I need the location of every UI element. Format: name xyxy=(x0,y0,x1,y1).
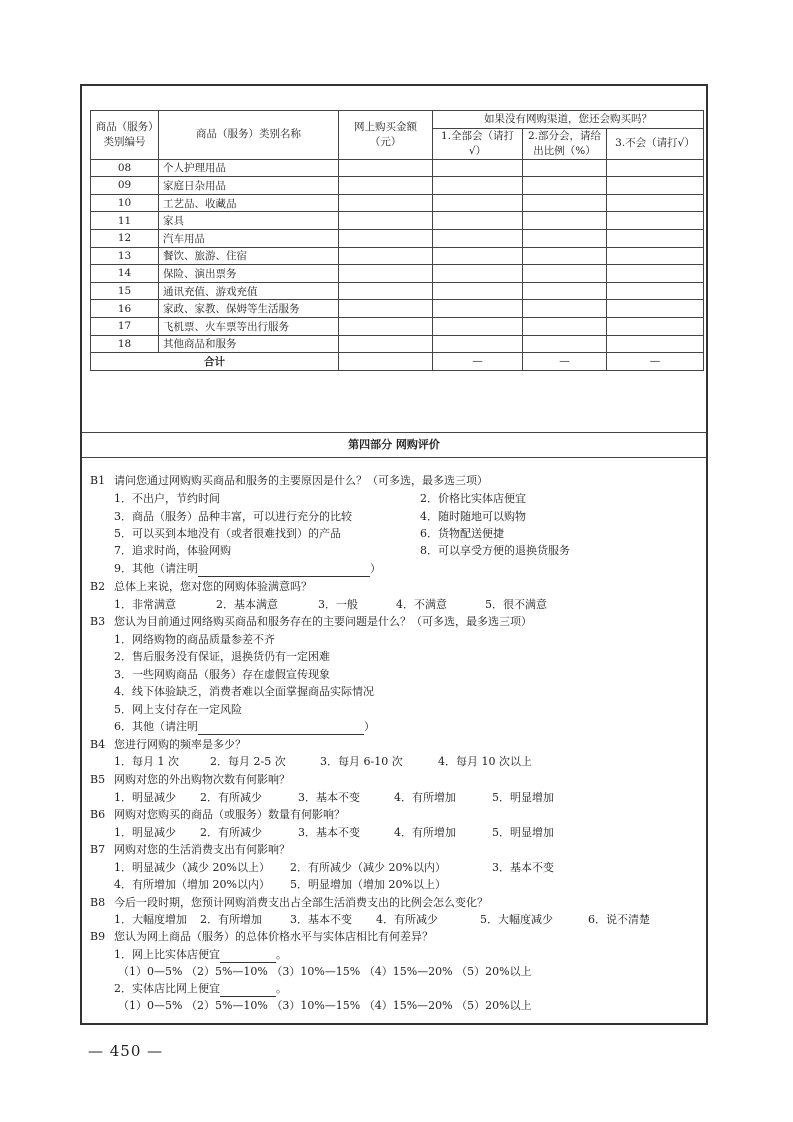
b6-option[interactable]: 4．有所增加 xyxy=(394,826,456,839)
category-code: 13 xyxy=(91,247,159,265)
category-code: 12 xyxy=(91,229,159,247)
question-b5-text: 网购对您的外出购物次数有何影响？ xyxy=(114,773,290,786)
section-title: 第四部分 网购评价 xyxy=(82,432,706,458)
category-code: 15 xyxy=(91,282,159,300)
question-no-b1: B1 xyxy=(90,474,106,487)
opt1-cell[interactable] xyxy=(433,194,523,212)
b9-ranges-1: （1）0—5% （2）5%—10% （3）10%—15% （4）15%—20% （5）20%以上 xyxy=(118,965,532,978)
category-code: 16 xyxy=(91,300,159,318)
b3-option[interactable]: 2．售后服务没有保证，退换货仍有一定困难 xyxy=(114,650,330,663)
b5-option[interactable]: 1．明显减少 xyxy=(114,791,176,804)
opt3-cell[interactable] xyxy=(607,335,704,353)
opt2-cell[interactable] xyxy=(523,300,607,318)
b1-option[interactable]: 6．货物配送便捷 xyxy=(420,527,504,540)
question-b4-text: 您进行网购的频率是多少？ xyxy=(114,738,246,751)
purchase-table xyxy=(90,110,704,371)
amount-cell[interactable] xyxy=(339,194,433,212)
b7-option[interactable]: 1．明显减少（减少 20%以上） xyxy=(114,861,270,874)
table-row xyxy=(91,212,704,230)
category-name: 家具 xyxy=(159,212,339,230)
header-opt2: 2.部分会，请给出比例（%） xyxy=(523,128,607,159)
b7-option[interactable]: 2．有所减少（减少 20%以内） xyxy=(290,861,446,874)
amount-cell[interactable] xyxy=(339,265,433,283)
opt3-cell[interactable] xyxy=(607,194,704,212)
opt2-cell[interactable] xyxy=(523,247,607,265)
category-name: 个人护理用品 xyxy=(159,159,339,177)
opt1-cell[interactable] xyxy=(433,177,523,195)
b9-sub1[interactable] xyxy=(114,947,287,963)
b5-option[interactable]: 4．有所增加 xyxy=(394,791,456,804)
b3-option[interactable]: 1．网络购物的商品质量参差不齐 xyxy=(114,633,275,646)
b1-option[interactable]: 1．不出户，节约时间 xyxy=(114,492,220,505)
header-opt1: 1.全部会（请打√） xyxy=(433,128,523,159)
b9-sub1-blank[interactable] xyxy=(220,950,276,963)
opt1-cell[interactable] xyxy=(433,317,523,335)
b9-sub2[interactable] xyxy=(114,981,287,997)
page-number: — 450 — xyxy=(88,1042,164,1060)
b9-sub2-period: 。 xyxy=(276,982,287,995)
b1-option[interactable]: 5．可以买到本地没有（或者很难找到）的产品 xyxy=(114,527,341,540)
category-name: 家政、家教、保姆等生活服务 xyxy=(159,300,339,318)
b9-sub2-label: 2．实体店比网上便宜 xyxy=(114,982,220,995)
question-b3-text: 您认为目前通过网络购买商品和服务存在的主要问题是什么？（可多选，最多选三项） xyxy=(114,615,532,628)
question-no-b8: B8 xyxy=(90,896,106,909)
category-code: 14 xyxy=(91,265,159,283)
amount-cell[interactable] xyxy=(339,300,433,318)
amount-cell[interactable] xyxy=(339,282,433,300)
b4-option[interactable]: 3．每月 6-10 次 xyxy=(320,755,403,768)
total-dash-2: — xyxy=(523,353,607,371)
question-b8-text: 今后一段时期，您预计网购消费支出占全部生活消费支出的比例会怎么变化？ xyxy=(114,896,488,909)
opt1-cell[interactable] xyxy=(433,159,523,177)
amount-cell[interactable] xyxy=(339,177,433,195)
table-row xyxy=(91,229,704,247)
b2-option[interactable]: 5．很不满意 xyxy=(485,598,547,611)
opt3-cell[interactable] xyxy=(607,265,704,283)
category-name: 汽车用品 xyxy=(159,229,339,247)
category-name: 保险、演出票务 xyxy=(159,265,339,283)
amount-cell[interactable] xyxy=(339,247,433,265)
opt3-cell[interactable] xyxy=(607,159,704,177)
opt3-cell[interactable] xyxy=(607,317,704,335)
category-code: 17 xyxy=(91,317,159,335)
opt3-cell[interactable] xyxy=(607,229,704,247)
question-b6-text: 网购对您购买的商品（或服务）数量有何影响？ xyxy=(114,808,345,821)
b4-option[interactable]: 2．每月 2-5 次 xyxy=(210,755,286,768)
b9-sub1-label: 1．网上比实体店便宜 xyxy=(114,948,220,961)
opt1-cell[interactable] xyxy=(433,229,523,247)
b5-option[interactable]: 2．有所减少 xyxy=(200,791,262,804)
question-b2-text: 总体上来说，您对您的网购体验满意吗？ xyxy=(114,580,312,593)
b2-option[interactable]: 2．基本满意 xyxy=(216,598,278,611)
amount-cell[interactable] xyxy=(339,159,433,177)
opt3-cell[interactable] xyxy=(607,212,704,230)
b7-option[interactable]: 4．有所增加（增加 20%以内） xyxy=(114,878,270,891)
opt2-cell[interactable] xyxy=(523,282,607,300)
b8-option[interactable]: 5．大幅度减少 xyxy=(480,913,553,926)
total-amount-cell[interactable] xyxy=(339,353,433,371)
amount-cell[interactable] xyxy=(339,335,433,353)
opt2-cell[interactable] xyxy=(523,265,607,283)
amount-cell[interactable] xyxy=(339,212,433,230)
question-no-b7: B7 xyxy=(90,843,106,856)
category-name: 其他商品和服务 xyxy=(159,335,339,353)
opt2-cell[interactable] xyxy=(523,159,607,177)
b4-option[interactable]: 4．每月 10 次以上 xyxy=(438,755,532,768)
b3-option[interactable]: 4．线下体验缺乏，消费者难以全面掌握商品实际情况 xyxy=(114,685,374,698)
opt1-cell[interactable] xyxy=(433,247,523,265)
opt1-cell[interactable] xyxy=(433,300,523,318)
b6-option[interactable]: 2．有所减少 xyxy=(200,826,262,839)
b3-other-label: 6．其他（请注明 xyxy=(114,720,198,733)
b7-option[interactable]: 3．基本不变 xyxy=(492,861,554,874)
opt3-cell[interactable] xyxy=(607,177,704,195)
question-b7-text: 网购对您的生活消费支出有何影响？ xyxy=(114,843,290,856)
header-opt3: 3.不会（请打√） xyxy=(607,128,704,159)
question-no-b2: B2 xyxy=(90,580,106,593)
b3-other-close: ） xyxy=(364,720,375,733)
b2-option[interactable]: 1．非常满意 xyxy=(114,598,176,611)
b1-other-close: ） xyxy=(370,562,381,575)
table-row xyxy=(91,247,704,265)
category-code: 08 xyxy=(91,159,159,177)
amount-cell[interactable] xyxy=(339,317,433,335)
b8-option[interactable]: 4．有所减少 xyxy=(376,913,438,926)
table-row xyxy=(91,159,704,177)
category-name: 餐饮、旅游、住宿 xyxy=(159,247,339,265)
b1-option[interactable]: 7．追求时尚，体验网购 xyxy=(114,544,231,557)
opt2-cell[interactable] xyxy=(523,177,607,195)
b8-option[interactable]: 3．基本不变 xyxy=(290,913,352,926)
opt2-cell[interactable] xyxy=(523,317,607,335)
b9-ranges-2: （1）0—5% （2）5%—10% （3）10%—15% （4）15%—20% （5）20%以上 xyxy=(118,999,532,1012)
opt3-cell[interactable] xyxy=(607,247,704,265)
b6-option[interactable]: 5．明显增加 xyxy=(492,826,554,839)
b7-option[interactable]: 5．明显增加（增加 20%以上） xyxy=(290,878,446,891)
opt1-cell[interactable] xyxy=(433,335,523,353)
b1-option-other[interactable] xyxy=(114,561,381,577)
b8-option[interactable]: 6．说不清楚 xyxy=(588,913,650,926)
question-b1-text: 请问您通过网购购买商品和服务的主要原因是什么？（可多选，最多选三项） xyxy=(114,474,488,487)
question-no-b9: B9 xyxy=(90,930,106,943)
opt1-cell[interactable] xyxy=(433,212,523,230)
question-b9-text: 您认为网上商品（服务）的总体价格水平与实体店相比有何差异？ xyxy=(114,930,433,943)
b2-option[interactable]: 4．不满意 xyxy=(396,598,447,611)
opt1-cell[interactable] xyxy=(433,282,523,300)
category-name: 通讯充值、游戏充值 xyxy=(159,282,339,300)
total-dash-1: — xyxy=(433,353,523,371)
amount-cell[interactable] xyxy=(339,229,433,247)
opt1-cell[interactable] xyxy=(433,265,523,283)
opt3-cell[interactable] xyxy=(607,282,704,300)
b1-option[interactable]: 8．可以享受方便的退换货服务 xyxy=(420,544,570,557)
opt2-cell[interactable] xyxy=(523,335,607,353)
total-dash-3: — xyxy=(607,353,704,371)
b1-other-label: 9．其他（请注明 xyxy=(114,562,198,575)
b8-option[interactable]: 1．大幅度增加 xyxy=(114,913,187,926)
b6-option[interactable]: 1．明显减少 xyxy=(114,826,176,839)
opt2-cell[interactable] xyxy=(523,194,607,212)
b3-option[interactable]: 5．网上支付存在一定风险 xyxy=(114,703,242,716)
b1-option[interactable]: 2．价格比实体店便宜 xyxy=(420,492,526,505)
b3-option[interactable]: 3．一些网购商品（服务）存在虚假宣传现象 xyxy=(114,668,330,681)
opt3-cell[interactable] xyxy=(607,300,704,318)
category-code: 11 xyxy=(91,212,159,230)
b1-option[interactable]: 3．商品（服务）品种丰富，可以进行充分的比较 xyxy=(114,510,352,523)
question-no-b5: B5 xyxy=(90,773,106,786)
b2-option[interactable]: 3．一般 xyxy=(318,598,358,611)
b3-other-blank[interactable] xyxy=(198,722,364,735)
table-row xyxy=(91,177,704,195)
category-code: 10 xyxy=(91,194,159,212)
category-code: 09 xyxy=(91,177,159,195)
table-row xyxy=(91,265,704,283)
table-row xyxy=(91,300,704,318)
opt2-cell[interactable] xyxy=(523,229,607,247)
b1-other-blank[interactable] xyxy=(198,564,370,577)
b3-option-other[interactable] xyxy=(114,719,375,735)
table-row xyxy=(91,282,704,300)
header-amount: 网上购买金额（元） xyxy=(339,111,433,160)
table-row xyxy=(91,335,704,353)
header-name: 商品（服务）类别名称 xyxy=(159,111,339,160)
category-name: 工艺品、收藏品 xyxy=(159,194,339,212)
question-no-b6: B6 xyxy=(90,808,106,821)
b9-sub1-period: 。 xyxy=(276,948,287,961)
category-code: 18 xyxy=(91,335,159,353)
b5-option[interactable]: 5．明显增加 xyxy=(492,791,554,804)
category-name: 家庭日杂用品 xyxy=(159,177,339,195)
table-row xyxy=(91,317,704,335)
question-no-b3: B3 xyxy=(90,615,106,628)
b4-option[interactable]: 1．每月 1 次 xyxy=(114,755,179,768)
category-name: 飞机票、火车票等出行服务 xyxy=(159,317,339,335)
header-code: 商品（服务）类别编号 xyxy=(91,111,159,160)
b6-option[interactable]: 3．基本不变 xyxy=(298,826,360,839)
b8-option[interactable]: 2．有所增加 xyxy=(200,913,262,926)
b1-option[interactable]: 4．随时随地可以购物 xyxy=(420,510,526,523)
b5-option[interactable]: 3．基本不变 xyxy=(298,791,360,804)
b9-sub2-blank[interactable] xyxy=(220,984,276,997)
header-question: 如果没有网购渠道，您还会购买吗？ xyxy=(433,111,704,129)
total-label: 合计 xyxy=(91,353,339,371)
question-no-b4: B4 xyxy=(90,738,106,751)
opt2-cell[interactable] xyxy=(523,212,607,230)
table-row xyxy=(91,194,704,212)
